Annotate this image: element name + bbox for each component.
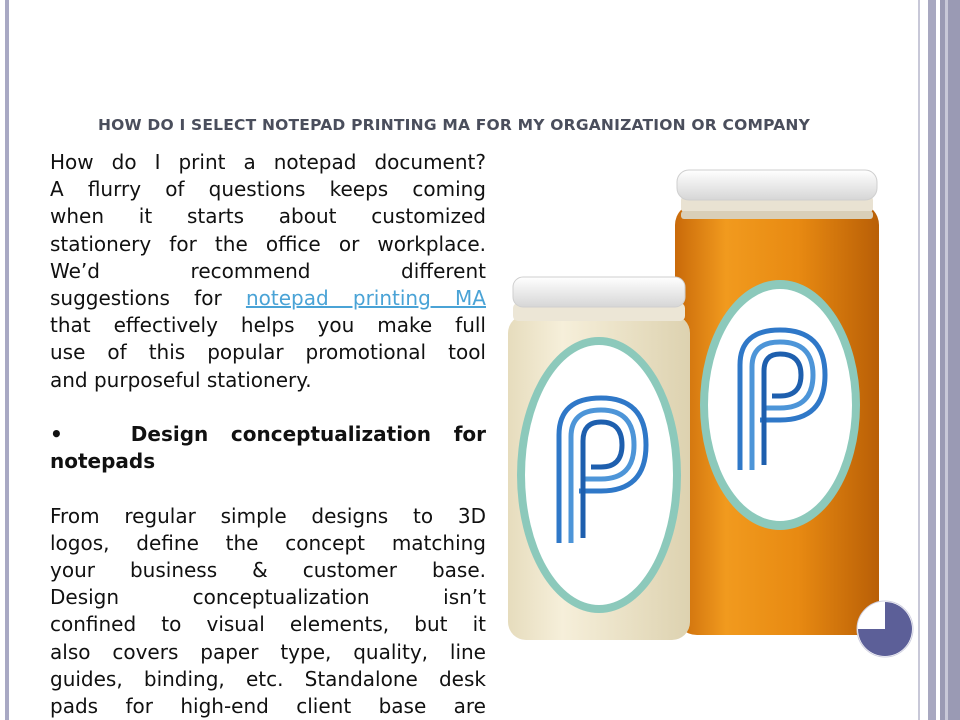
slide-frame-right-line <box>918 0 920 720</box>
body-line: stationery for the office or workplace. <box>50 231 486 256</box>
cream-jar <box>508 277 690 640</box>
body-line: when it starts about customized <box>50 204 486 229</box>
body-line: use of this popular promotional tool <box>50 340 486 365</box>
body-line: We’d recommend different <box>50 258 486 283</box>
body-text: suggestions for <box>50 286 222 311</box>
body-line: pads for high-end client base are <box>50 694 486 719</box>
body-line: guides, binding, etc. Standalone desk <box>50 666 486 691</box>
body-line: logos, define the concept matching <box>50 530 486 555</box>
slide-body <box>50 149 486 720</box>
slide-frame-right-highlight <box>945 0 948 720</box>
slide-frame-left <box>5 0 9 720</box>
body-line <box>50 285 486 312</box>
body-line: A flurry of questions keeps coming <box>50 177 486 202</box>
jar-logo-image <box>505 165 885 645</box>
bullet-icon: • <box>50 422 63 447</box>
bullet-heading-line: notepads <box>50 449 156 474</box>
body-line: From regular simple designs to 3D <box>50 503 486 528</box>
slide-frame-right-bar <box>928 0 936 720</box>
notepad-printing-link[interactable]: notepad printing MA <box>245 286 486 311</box>
honey-jar <box>675 170 879 635</box>
body-line: that effectively helps you make full <box>50 313 486 338</box>
body-line: confined to visual elements, but it <box>50 612 486 637</box>
slide-frame-right-edge <box>940 0 960 720</box>
bullet-heading-text: Design conceptualization for <box>130 422 486 447</box>
bullet-heading-line <box>50 421 486 448</box>
corner-decoration-icon <box>856 600 914 658</box>
body-line: How do I print a notepad document? <box>50 150 486 174</box>
slide-title: HOW DO I SELECT NOTEPAD PRINTING MA FOR MY ORGANIZATION OR COMPANY <box>97 116 811 134</box>
body-line: Design conceptualization isn’t <box>50 585 486 610</box>
body-line: also covers paper type, quality, line <box>50 639 486 664</box>
body-line: and purposeful stationery. <box>50 367 312 392</box>
body-line: your business & customer base. <box>50 558 486 583</box>
